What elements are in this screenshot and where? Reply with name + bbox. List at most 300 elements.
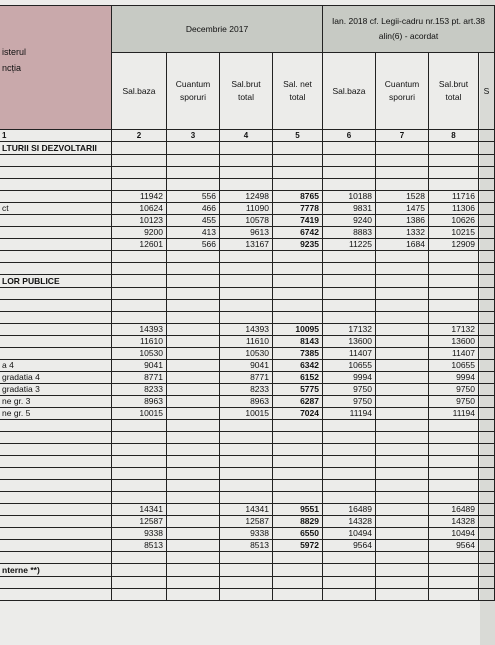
table-cell: 8771 bbox=[112, 372, 167, 384]
table-cell bbox=[376, 263, 429, 275]
table-cell bbox=[112, 155, 167, 167]
table-cell bbox=[220, 300, 273, 312]
table-cell: 11407 bbox=[323, 348, 376, 360]
row-label: gradatia 4 bbox=[0, 372, 112, 384]
table-cell bbox=[220, 179, 273, 191]
table-cell: 8143 bbox=[273, 336, 323, 348]
table-cell: 9338 bbox=[112, 528, 167, 540]
table-cell: 8963 bbox=[112, 396, 167, 408]
table-cell bbox=[167, 336, 220, 348]
table-cell bbox=[479, 203, 495, 215]
table-cell bbox=[112, 456, 167, 468]
table-row bbox=[0, 324, 495, 336]
table-cell bbox=[167, 480, 220, 492]
table-cell bbox=[479, 552, 495, 564]
table-cell: 16489 bbox=[323, 504, 376, 516]
table-cell bbox=[376, 444, 429, 456]
table-cell bbox=[0, 444, 112, 456]
table-cell bbox=[479, 396, 495, 408]
table-cell bbox=[273, 564, 323, 577]
table-cell bbox=[167, 396, 220, 408]
table-cell bbox=[323, 275, 376, 288]
empty-row bbox=[0, 432, 495, 444]
table-cell bbox=[429, 251, 479, 263]
table-cell bbox=[167, 348, 220, 360]
table-cell bbox=[376, 312, 429, 324]
table-cell bbox=[376, 528, 429, 540]
table-cell bbox=[479, 384, 495, 396]
table-cell bbox=[167, 432, 220, 444]
col-header: Sal.baza bbox=[112, 53, 167, 130]
table-cell bbox=[323, 444, 376, 456]
table-cell bbox=[112, 420, 167, 432]
table-cell bbox=[479, 215, 495, 227]
table-cell: 1528 bbox=[376, 191, 429, 203]
table-cell: 9994 bbox=[429, 372, 479, 384]
table-cell: 10624 bbox=[112, 203, 167, 215]
empty-row bbox=[0, 167, 495, 179]
table-cell bbox=[376, 336, 429, 348]
table-cell bbox=[429, 155, 479, 167]
table-row bbox=[0, 372, 495, 384]
table-cell: 10626 bbox=[429, 215, 479, 227]
table-cell: 13167 bbox=[220, 239, 273, 251]
table-cell: 8233 bbox=[220, 384, 273, 396]
col-header: Sal.brut total bbox=[220, 53, 273, 130]
table-row bbox=[0, 215, 495, 227]
table-cell bbox=[479, 275, 495, 288]
row-label bbox=[0, 191, 112, 203]
empty-row bbox=[0, 251, 495, 263]
table-cell bbox=[479, 480, 495, 492]
empty-row bbox=[0, 420, 495, 432]
table-cell: 16489 bbox=[429, 504, 479, 516]
table-cell bbox=[429, 288, 479, 300]
table-cell bbox=[376, 300, 429, 312]
empty-row bbox=[0, 312, 495, 324]
row-label bbox=[0, 528, 112, 540]
table-cell bbox=[0, 552, 112, 564]
table-row bbox=[0, 348, 495, 360]
table-cell: 14393 bbox=[112, 324, 167, 336]
table-cell: 10530 bbox=[112, 348, 167, 360]
table-cell: 1386 bbox=[376, 215, 429, 227]
table-cell: 9750 bbox=[429, 396, 479, 408]
table-cell: 6287 bbox=[273, 396, 323, 408]
table-cell bbox=[112, 312, 167, 324]
table-cell bbox=[429, 167, 479, 179]
table-cell bbox=[0, 167, 112, 179]
table-cell bbox=[167, 167, 220, 179]
empty-row bbox=[0, 288, 495, 300]
table-cell bbox=[0, 312, 112, 324]
table-cell bbox=[273, 432, 323, 444]
empty-row bbox=[0, 179, 495, 191]
table-cell bbox=[220, 275, 273, 288]
table-cell bbox=[323, 420, 376, 432]
table-cell bbox=[273, 167, 323, 179]
table-cell: 11194 bbox=[323, 408, 376, 420]
table-cell: 10215 bbox=[429, 227, 479, 239]
table-cell bbox=[220, 492, 273, 504]
table-cell bbox=[0, 251, 112, 263]
table-cell bbox=[167, 142, 220, 155]
section-heading-row bbox=[0, 142, 495, 155]
table-cell bbox=[376, 408, 429, 420]
table-cell bbox=[323, 432, 376, 444]
table-cell: 455 bbox=[167, 215, 220, 227]
table-row bbox=[0, 360, 495, 372]
group-header-jan-2018: Ian. 2018 cf. Legii-cadru nr.153 pt. art.38 alin(6) - acordat bbox=[323, 6, 495, 53]
table-cell bbox=[167, 408, 220, 420]
table-cell bbox=[479, 528, 495, 540]
table-cell bbox=[479, 372, 495, 384]
col-number bbox=[479, 130, 495, 142]
table-cell bbox=[323, 456, 376, 468]
table-cell bbox=[0, 589, 112, 601]
table-cell bbox=[429, 589, 479, 601]
table-cell: 13600 bbox=[323, 336, 376, 348]
table-cell bbox=[220, 589, 273, 601]
table-cell bbox=[273, 155, 323, 167]
table-cell: 14328 bbox=[323, 516, 376, 528]
table-cell bbox=[376, 480, 429, 492]
row-label: a 4 bbox=[0, 360, 112, 372]
table-cell: 11306 bbox=[429, 203, 479, 215]
table-cell bbox=[479, 167, 495, 179]
table-cell bbox=[479, 251, 495, 263]
group-header-dec-2017: Decembrie 2017 bbox=[112, 6, 323, 53]
table-cell: 13600 bbox=[429, 336, 479, 348]
table-cell bbox=[220, 468, 273, 480]
table-cell bbox=[429, 142, 479, 155]
section-heading: LTURII SI DEZVOLTARII bbox=[0, 142, 112, 155]
col-header: Sal. net total bbox=[273, 53, 323, 130]
table-cell bbox=[220, 312, 273, 324]
table-cell bbox=[323, 577, 376, 589]
table-cell bbox=[376, 348, 429, 360]
table-cell bbox=[376, 540, 429, 552]
table-cell bbox=[0, 492, 112, 504]
table-cell: 14341 bbox=[112, 504, 167, 516]
table-cell bbox=[167, 384, 220, 396]
table-cell bbox=[376, 564, 429, 577]
table-cell: 1684 bbox=[376, 239, 429, 251]
table-cell bbox=[167, 155, 220, 167]
table-cell: 5972 bbox=[273, 540, 323, 552]
table-cell: 1332 bbox=[376, 227, 429, 239]
table-cell bbox=[429, 552, 479, 564]
ministry-title-cell bbox=[0, 6, 112, 130]
table-cell: 10655 bbox=[429, 360, 479, 372]
table-cell bbox=[323, 589, 376, 601]
table-cell bbox=[479, 456, 495, 468]
table-cell: 8765 bbox=[273, 191, 323, 203]
table-cell bbox=[376, 251, 429, 263]
table-cell bbox=[479, 179, 495, 191]
table-cell bbox=[479, 191, 495, 203]
table-cell bbox=[429, 312, 479, 324]
table-cell bbox=[167, 444, 220, 456]
table-cell bbox=[479, 589, 495, 601]
table-cell bbox=[167, 468, 220, 480]
table-cell: 10123 bbox=[112, 215, 167, 227]
table-cell bbox=[376, 384, 429, 396]
table-cell bbox=[220, 167, 273, 179]
table-cell bbox=[167, 372, 220, 384]
table-cell bbox=[479, 444, 495, 456]
table-cell bbox=[273, 275, 323, 288]
table-cell bbox=[273, 420, 323, 432]
table-row bbox=[0, 408, 495, 420]
table-row bbox=[0, 227, 495, 239]
table-cell bbox=[167, 577, 220, 589]
table-cell: 413 bbox=[167, 227, 220, 239]
table-cell bbox=[429, 456, 479, 468]
table-cell bbox=[220, 552, 273, 564]
table-cell bbox=[323, 480, 376, 492]
col-header: Sal.brut total bbox=[429, 53, 479, 130]
table-cell bbox=[112, 577, 167, 589]
table-cell bbox=[479, 348, 495, 360]
table-cell bbox=[429, 492, 479, 504]
table-cell bbox=[0, 155, 112, 167]
table-row bbox=[0, 191, 495, 203]
table-cell: 11716 bbox=[429, 191, 479, 203]
table-cell: 6342 bbox=[273, 360, 323, 372]
table-cell bbox=[376, 396, 429, 408]
table-cell: 14328 bbox=[429, 516, 479, 528]
table-cell bbox=[273, 142, 323, 155]
table-cell bbox=[376, 179, 429, 191]
table-cell: 12498 bbox=[220, 191, 273, 203]
table-cell bbox=[167, 528, 220, 540]
row-label bbox=[0, 516, 112, 528]
table-cell bbox=[220, 263, 273, 275]
table-cell bbox=[0, 263, 112, 275]
empty-row bbox=[0, 552, 495, 564]
table-cell bbox=[167, 179, 220, 191]
table-cell bbox=[0, 288, 112, 300]
table-row bbox=[0, 540, 495, 552]
col-number: 3 bbox=[167, 130, 220, 142]
table-cell bbox=[479, 288, 495, 300]
table-row bbox=[0, 336, 495, 348]
table-cell bbox=[167, 552, 220, 564]
row-label: ct bbox=[0, 203, 112, 215]
table-cell: 14393 bbox=[220, 324, 273, 336]
table-cell bbox=[479, 227, 495, 239]
table-cell: 9994 bbox=[323, 372, 376, 384]
row-label bbox=[0, 348, 112, 360]
footer-label: nterne **) bbox=[0, 564, 112, 577]
table-cell bbox=[167, 564, 220, 577]
row-label bbox=[0, 504, 112, 516]
table-cell bbox=[323, 167, 376, 179]
table-cell bbox=[0, 456, 112, 468]
table-cell bbox=[220, 251, 273, 263]
col-header: S bbox=[479, 53, 495, 130]
table-cell: 9338 bbox=[220, 528, 273, 540]
table-cell bbox=[376, 468, 429, 480]
table-cell: 8233 bbox=[112, 384, 167, 396]
table-cell bbox=[323, 564, 376, 577]
table-cell bbox=[167, 492, 220, 504]
empty-row bbox=[0, 444, 495, 456]
empty-row bbox=[0, 155, 495, 167]
table-cell bbox=[479, 492, 495, 504]
table-cell: 7419 bbox=[273, 215, 323, 227]
table-row bbox=[0, 396, 495, 408]
table-cell: 10578 bbox=[220, 215, 273, 227]
table-cell bbox=[273, 251, 323, 263]
col-number: 6 bbox=[323, 130, 376, 142]
table-row bbox=[0, 203, 495, 215]
section-heading-row bbox=[0, 275, 495, 288]
table-cell: 9564 bbox=[323, 540, 376, 552]
table-cell bbox=[429, 275, 479, 288]
table-cell bbox=[323, 251, 376, 263]
table-cell bbox=[167, 504, 220, 516]
table-cell bbox=[167, 263, 220, 275]
table-cell: 9235 bbox=[273, 239, 323, 251]
col-header: Sal.baza bbox=[323, 53, 376, 130]
table-cell bbox=[376, 516, 429, 528]
table-cell bbox=[112, 275, 167, 288]
table-cell: 8513 bbox=[112, 540, 167, 552]
table-cell bbox=[167, 540, 220, 552]
table-cell bbox=[376, 589, 429, 601]
table-cell: 11225 bbox=[323, 239, 376, 251]
table-cell bbox=[273, 444, 323, 456]
table-cell: 8829 bbox=[273, 516, 323, 528]
table-cell bbox=[479, 360, 495, 372]
table-cell bbox=[429, 420, 479, 432]
table-row bbox=[0, 528, 495, 540]
table-cell: 10095 bbox=[273, 324, 323, 336]
table-cell bbox=[479, 408, 495, 420]
table-cell: 9551 bbox=[273, 504, 323, 516]
table-cell bbox=[376, 577, 429, 589]
table-cell bbox=[323, 263, 376, 275]
table-cell: 9831 bbox=[323, 203, 376, 215]
table-cell bbox=[273, 263, 323, 275]
table-cell: 10015 bbox=[112, 408, 167, 420]
row-label bbox=[0, 215, 112, 227]
table-cell: 7385 bbox=[273, 348, 323, 360]
table-cell bbox=[112, 480, 167, 492]
table-cell: 9750 bbox=[323, 396, 376, 408]
table-cell bbox=[112, 444, 167, 456]
table-cell: 8963 bbox=[220, 396, 273, 408]
table-cell: 12601 bbox=[112, 239, 167, 251]
table-cell bbox=[220, 432, 273, 444]
empty-row bbox=[0, 263, 495, 275]
row-label bbox=[0, 324, 112, 336]
table-cell: 10494 bbox=[323, 528, 376, 540]
table-cell: 9564 bbox=[429, 540, 479, 552]
table-cell bbox=[220, 420, 273, 432]
table-cell bbox=[167, 324, 220, 336]
table-cell bbox=[167, 312, 220, 324]
table-cell: 14341 bbox=[220, 504, 273, 516]
table-cell bbox=[273, 552, 323, 564]
table-cell: 9200 bbox=[112, 227, 167, 239]
table-cell bbox=[112, 251, 167, 263]
table-cell bbox=[167, 251, 220, 263]
table-cell bbox=[0, 468, 112, 480]
table-cell bbox=[479, 504, 495, 516]
table-cell bbox=[112, 492, 167, 504]
table-cell bbox=[0, 480, 112, 492]
table-cell: 11194 bbox=[429, 408, 479, 420]
table-cell bbox=[167, 456, 220, 468]
row-label: gradatia 3 bbox=[0, 384, 112, 396]
table-cell bbox=[273, 468, 323, 480]
table-cell bbox=[376, 456, 429, 468]
table-row bbox=[0, 239, 495, 251]
col-number: 8 bbox=[429, 130, 479, 142]
table-cell: 10655 bbox=[323, 360, 376, 372]
table-cell: 11610 bbox=[220, 336, 273, 348]
table-cell bbox=[376, 360, 429, 372]
col-header: Cuantum sporuri bbox=[376, 53, 429, 130]
col-number: 2 bbox=[112, 130, 167, 142]
col-number: 7 bbox=[376, 130, 429, 142]
table-cell: 12587 bbox=[112, 516, 167, 528]
table-row bbox=[0, 384, 495, 396]
table-cell bbox=[112, 179, 167, 191]
table-cell bbox=[112, 432, 167, 444]
table-cell bbox=[273, 179, 323, 191]
row-label bbox=[0, 336, 112, 348]
table-cell: 11090 bbox=[220, 203, 273, 215]
table-cell bbox=[273, 492, 323, 504]
table-cell: 556 bbox=[167, 191, 220, 203]
table-cell bbox=[323, 552, 376, 564]
table-cell: 9750 bbox=[323, 384, 376, 396]
table-cell bbox=[112, 288, 167, 300]
col-number: 5 bbox=[273, 130, 323, 142]
table-cell bbox=[0, 179, 112, 191]
table-cell bbox=[323, 142, 376, 155]
table-cell bbox=[376, 288, 429, 300]
table-cell bbox=[167, 275, 220, 288]
empty-row bbox=[0, 589, 495, 601]
table-cell bbox=[323, 468, 376, 480]
table-cell: 7024 bbox=[273, 408, 323, 420]
table-cell bbox=[112, 552, 167, 564]
table-cell: 7778 bbox=[273, 203, 323, 215]
table-cell bbox=[479, 336, 495, 348]
salary-table bbox=[0, 5, 495, 601]
row-label bbox=[0, 239, 112, 251]
table-cell bbox=[220, 288, 273, 300]
table-cell bbox=[429, 480, 479, 492]
table-cell bbox=[273, 312, 323, 324]
table-cell bbox=[479, 564, 495, 577]
table-cell bbox=[429, 468, 479, 480]
table-cell bbox=[167, 360, 220, 372]
table-cell: 11942 bbox=[112, 191, 167, 203]
table-cell bbox=[323, 179, 376, 191]
table-cell bbox=[479, 516, 495, 528]
table-cell: 11407 bbox=[429, 348, 479, 360]
table-cell bbox=[112, 468, 167, 480]
table-cell: 10494 bbox=[429, 528, 479, 540]
table-cell bbox=[479, 155, 495, 167]
table-cell bbox=[112, 167, 167, 179]
